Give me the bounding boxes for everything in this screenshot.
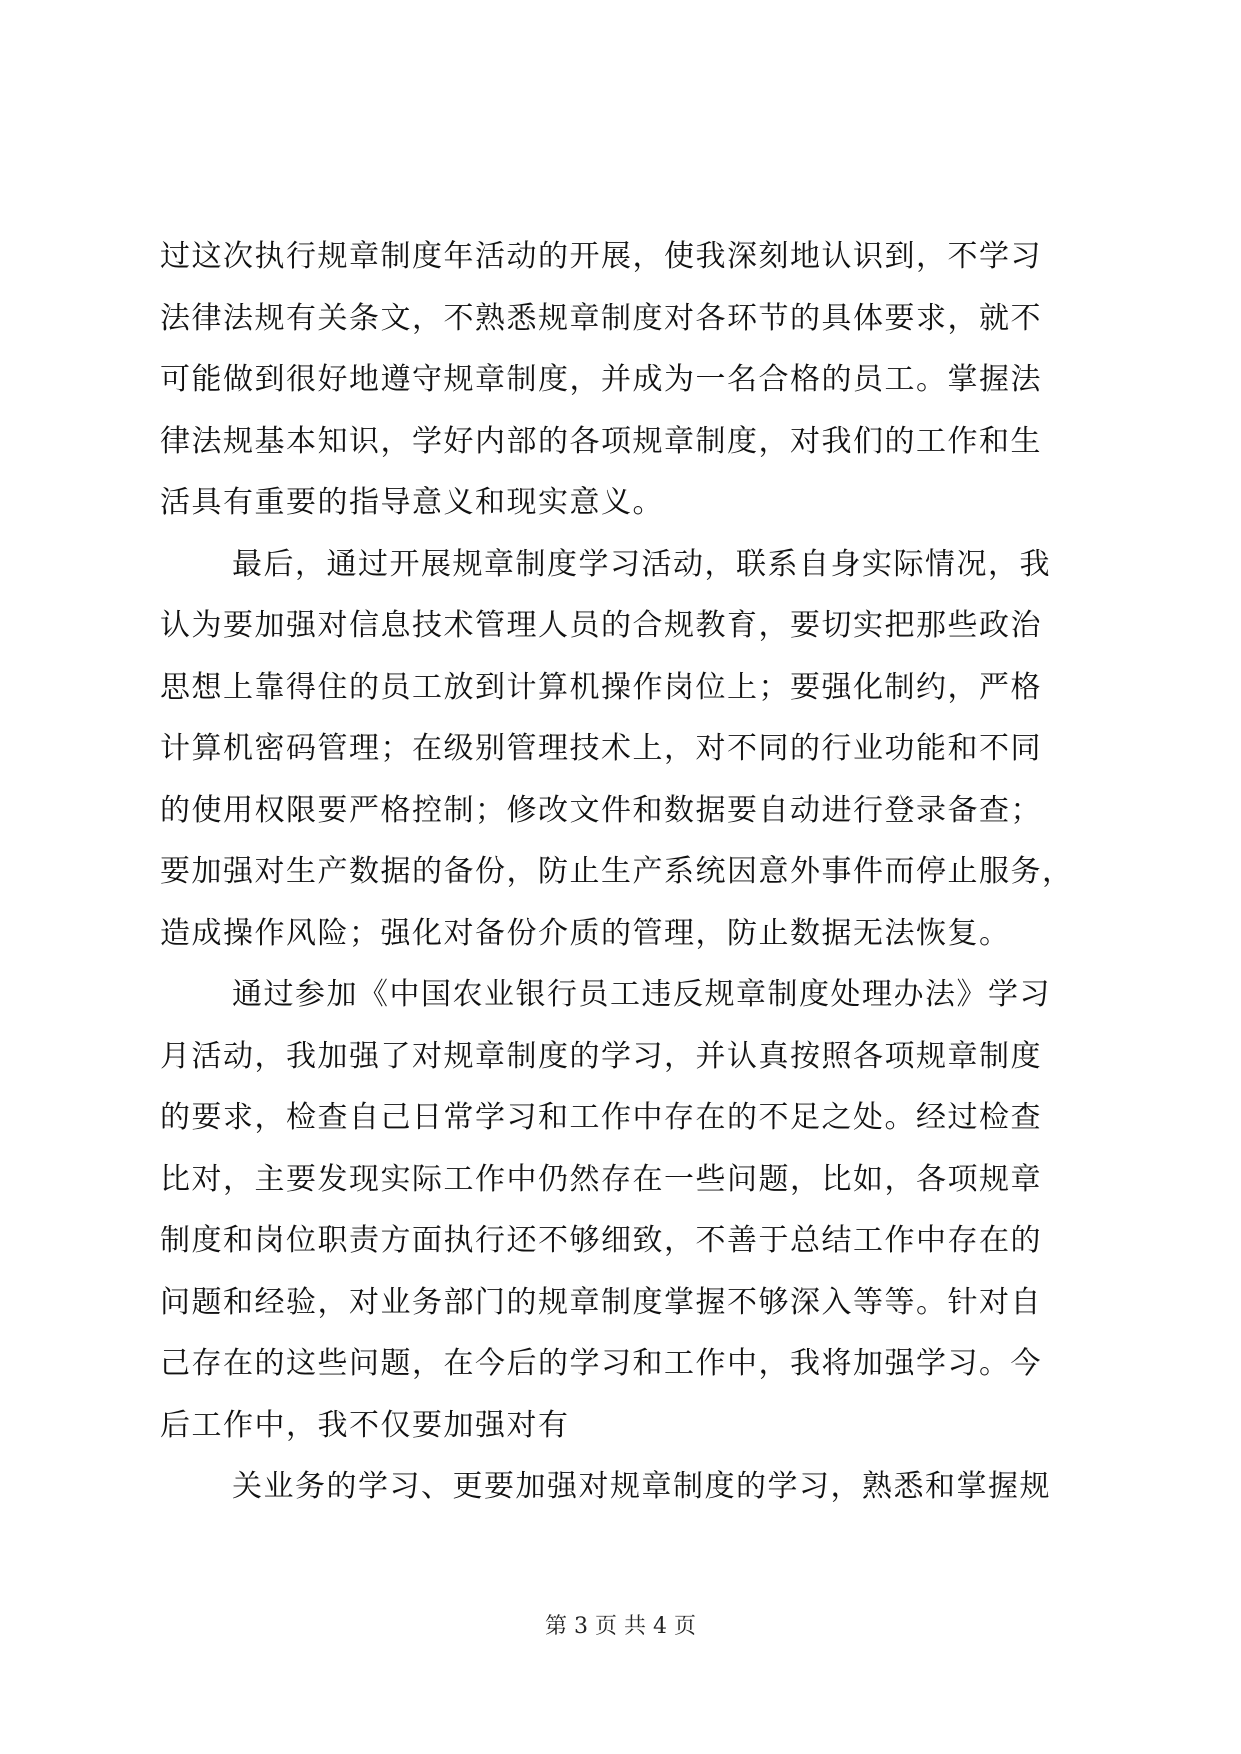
page-number-footer: 第 3 页 共 4 页: [545, 1614, 696, 1639]
text-line: 律法规基本知识，学好内部的各项规章制度，对我们的工作和生: [160, 423, 1042, 459]
text-line: 活具有重要的指导意义和现实意义。: [160, 485, 664, 520]
document-body: [160, 226, 1080, 1518]
text-line: 过这次执行规章制度年活动的开展，使我深刻地认识到，不学习: [160, 239, 1042, 274]
text-line: 认为要加强对信息技术管理人员的合规教育，要切实把那些政治: [160, 608, 1042, 643]
text-line: 造成操作风险；强化对备份介质的管理，防止数据无法恢复。: [160, 915, 1011, 951]
text-line: 月活动，我加强了对规章制度的学习，并认真按照各项规章制度: [160, 1038, 1042, 1074]
text-line: 法律法规有关条文，不熟悉规章制度对各环节的具体要求，就不: [160, 300, 1042, 336]
text-line: 计算机密码管理；在级别管理技术上，对不同的行业功能和不同: [160, 731, 1042, 766]
paragraph-start-line: 最后，通过开展规章制度学习活动，联系自身实际情况，我: [232, 546, 1051, 582]
paragraph-start-line: 关业务的学习、更要加强对规章制度的学习，熟悉和掌握规: [232, 1469, 1051, 1504]
text-line: 比对，主要发现实际工作中仍然存在一些问题，比如，各项规章: [160, 1161, 1042, 1197]
text-line: 可能做到很好地遵守规章制度，并成为一名合格的员工。掌握法: [160, 362, 1042, 397]
text-line: 制度和岗位职责方面执行还不够细致，不善于总结工作中存在的: [160, 1223, 1042, 1258]
text-line: 的使用权限要严格控制；修改文件和数据要自动进行登录备查；: [160, 792, 1042, 828]
text-line: 的要求，检查自己日常学习和工作中存在的不足之处。经过检查: [160, 1100, 1042, 1135]
text-line: 问题和经验，对业务部门的规章制度掌握不够深入等等。针对自: [160, 1284, 1042, 1320]
text-line: 思想上靠得住的员工放到计算机操作岗位上；要强化制约，严格: [160, 669, 1042, 705]
paragraph-start-line: 通过参加《中国农业银行员工违反规章制度处理办法》学习: [232, 977, 1051, 1012]
text-line: 己存在的这些问题，在今后的学习和工作中，我将加强学习。今: [160, 1346, 1042, 1381]
text-line: 要加强对生产数据的备份，防止生产系统因意外事件而停止服务，: [160, 854, 1074, 889]
text-line: 后工作中，我不仅要加强对有: [160, 1407, 570, 1443]
